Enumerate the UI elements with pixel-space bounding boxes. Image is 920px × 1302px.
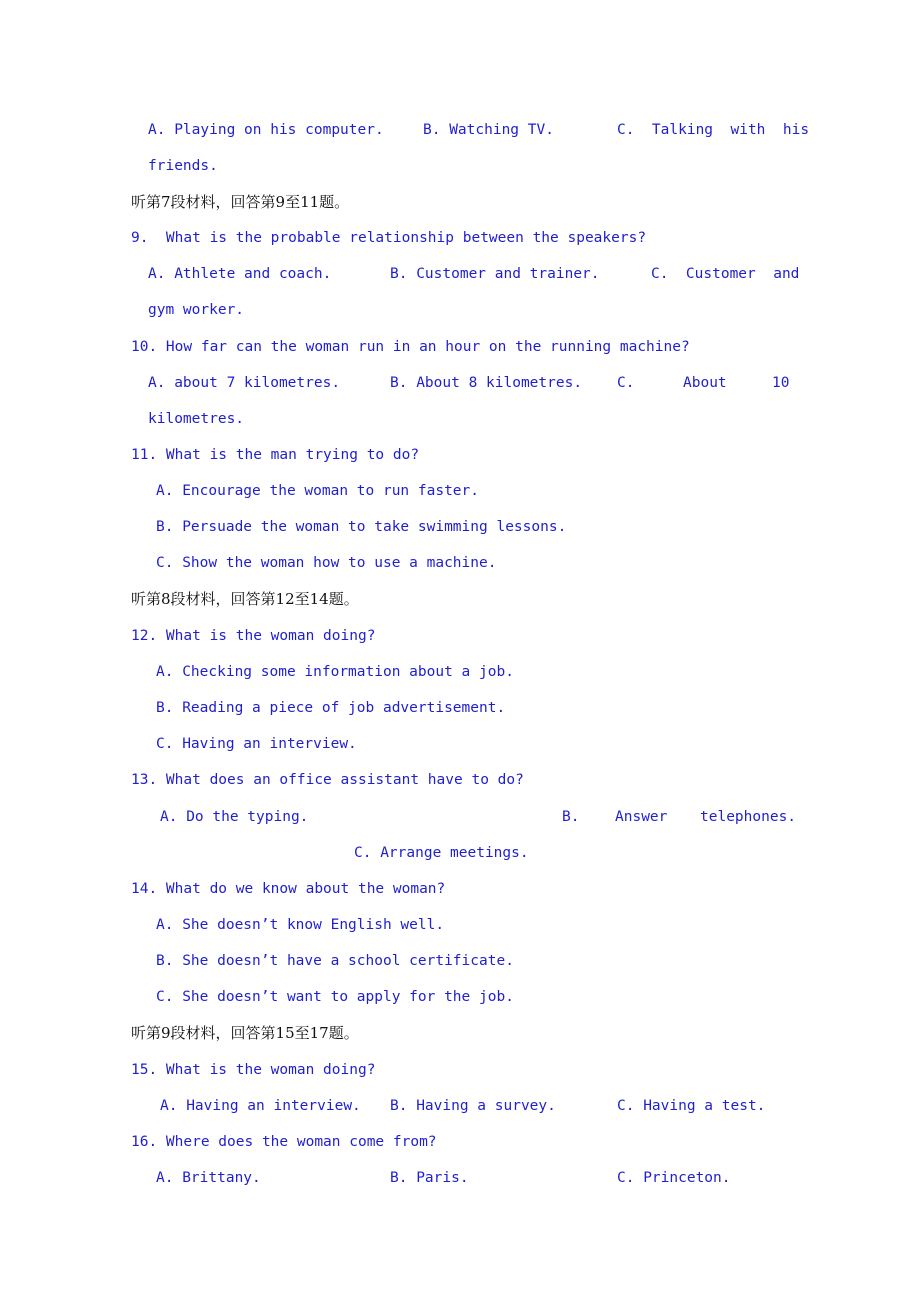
q10-stem: 10. How far can the woman run in an hour on the running machine? [131,339,690,355]
section-7-instruction: 听第7段材料，回答第9至11题。 [131,193,350,211]
q10-option-c-letter: C. [617,375,635,391]
q16-option-b: B. Paris. [390,1170,469,1186]
q12-option-b: B. Reading a piece of job advertisement. [156,700,506,716]
q12-stem: 12. What is the woman doing? [131,628,376,644]
q9-option-b: B. Customer and trainer. [390,266,600,282]
q14-option-c: C. She doesn’t want to apply for the job. [156,989,514,1005]
q13-option-c: C. Arrange meetings. [354,845,529,861]
q11-option-a: A. Encourage the woman to run faster. [156,483,480,499]
q11-stem: 11. What is the man trying to do? [131,447,420,463]
q11-option-c: C. Show the woman how to use a machine. [156,555,497,571]
q16-option-a: A. Brittany. [156,1170,261,1186]
q8-option-c: C. Talking with his [617,122,810,138]
q9-option-c-continued: gym worker. [148,302,245,318]
section-9-instruction: 听第9段材料，回答第15至17题。 [131,1024,359,1042]
q15-stem: 15. What is the woman doing? [131,1062,376,1078]
q9-stem: 9. What is the probable relationship between the speakers? [131,230,647,246]
q11-option-b: B. Persuade the woman to take swimming lessons. [156,519,567,535]
q12-option-a: A. Checking some information about a job. [156,664,514,680]
q10-option-c-word: About [683,375,727,391]
q13-stem: 13. What does an office assistant have to do? [131,772,524,788]
q10-option-b: B. About 8 kilometres. [390,375,583,391]
q13-option-a: A. Do the typing. [160,809,309,825]
q13-option-b-letter: B. [562,809,580,825]
q14-option-a: A. She doesn’t know English well. [156,917,445,933]
q15-option-c: C. Having a test. [617,1098,766,1114]
q10-option-c-number: 10 [772,375,790,391]
q14-option-b: B. She doesn’t have a school certificate. [156,953,514,969]
q8-option-c-continued: friends. [148,158,218,174]
q9-option-c: C. Customer and [651,266,800,282]
q16-stem: 16. Where does the woman come from? [131,1134,437,1150]
q16-option-c: C. Princeton. [617,1170,731,1186]
section-8-instruction: 听第8段材料，回答第12至14题。 [131,590,359,608]
q13-option-b-word2: telephones. [700,809,797,825]
q15-option-b: B. Having a survey. [390,1098,556,1114]
q15-option-a: A. Having an interview. [160,1098,361,1114]
q13-option-b-word1: Answer [615,809,668,825]
q14-stem: 14. What do we know about the woman? [131,881,446,897]
q10-option-c-continued: kilometres. [148,411,245,427]
q9-option-a: A. Athlete and coach. [148,266,332,282]
q8-option-a: A. Playing on his computer. [148,122,384,138]
q10-option-a: A. about 7 kilometres. [148,375,341,391]
q12-option-c: C. Having an interview. [156,736,357,752]
q8-option-b: B. Watching TV. [423,122,554,138]
